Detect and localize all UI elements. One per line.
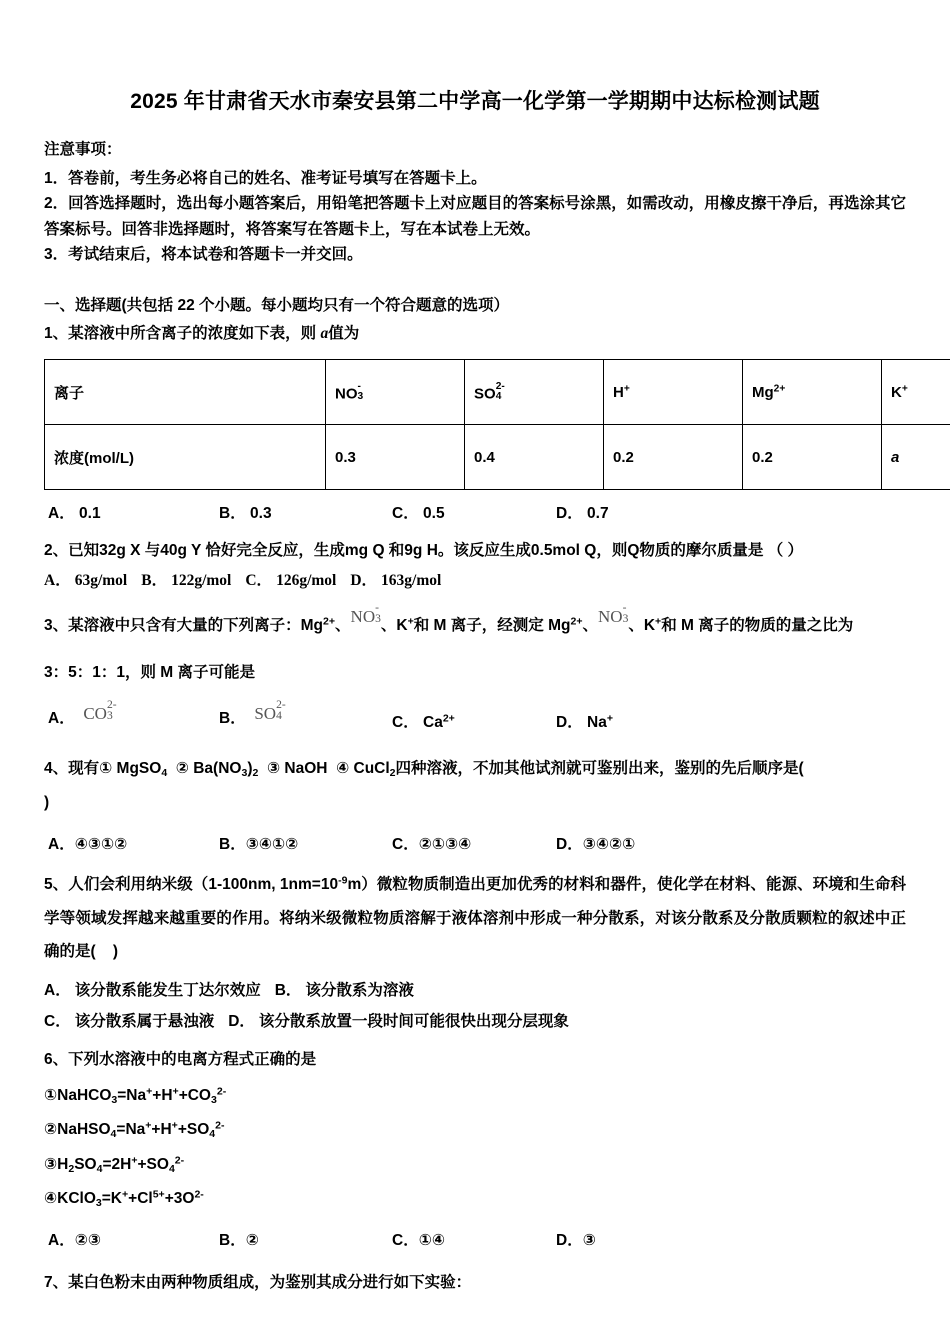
question-7-stem: 7、某白色粉末由两种物质组成，为鉴别其成分进行如下实验：: [44, 1273, 472, 1291]
question-3-ratio: 3：5：1：1，则 M 离子可能是: [44, 663, 256, 681]
table-cell-conc-hydrogen: 0.2: [604, 425, 743, 490]
q5-option-c[interactable]: C． 该分散系属于悬浊液: [44, 1013, 215, 1031]
table-cell-ion-hydrogen: H+: [604, 360, 743, 425]
table-cell-ion-nitrate: NO - 3: [326, 360, 465, 425]
question-2-options: [44, 565, 906, 596]
q3-option-c[interactable]: C． $Ca^{2+}$: [392, 712, 455, 732]
q5-option-a[interactable]: A． 该分散系能发生丁达尔效应: [44, 982, 261, 1000]
q6-option-d[interactable]: D．③: [556, 1231, 596, 1249]
q4-option-d[interactable]: D．③④②①: [556, 835, 636, 853]
table-cell-ion-sulfate: SO 2- 4: [465, 360, 604, 425]
q3-option-b[interactable]: B． SO 2- 4: [219, 698, 286, 728]
question-1-options: [44, 499, 906, 529]
q3-stem-p1: 3、某溶液中只含有大量的下列离子：Mg: [44, 617, 324, 635]
question-4-stem: 4、现有① MgSO$_4$ ② $Ba(NO_3)_2$ ③ NaOH ④ CuCl$_2$四种溶液，不加其他试剂就可鉴别出来，鉴别的先后顺序是( ): [44, 760, 804, 812]
table-cell-ion-magnesium: $Mg^{2+}$: [743, 360, 882, 425]
q1-stem-prefix: 1、某溶液中所含离子的浓度如下表，则: [44, 324, 317, 342]
table-cell-conc-magnesium: 0.2: [743, 425, 882, 490]
table-row-concentrations: [45, 425, 950, 490]
q3-stem-p7: 和 M 离子的物质的量之比为: [661, 617, 854, 635]
q3-option-d[interactable]: D． Na+: [556, 712, 613, 732]
question-6-equation-1: $①NaHCO_3=Na^++H^++CO_3^{2-}$: [44, 1085, 227, 1106]
q3-stem-p3: 、K: [380, 617, 408, 635]
table-cell-conc-potassium: a: [882, 425, 950, 490]
q4-option-a[interactable]: A．④③①②: [48, 835, 128, 853]
q3-ion-nitrate-2: NO - 3: [598, 601, 629, 627]
page-title: 2025 年甘肃省天水市秦安县第二中学高一化学第一学期期中达标检测试题: [130, 90, 820, 113]
question-6-stem: 6、下列水溶液中的电离方程式正确的是: [44, 1051, 317, 1069]
q2-option-b[interactable]: B． 122g/mol: [141, 572, 232, 590]
q2-option-a[interactable]: A． 63g/mol: [44, 572, 128, 590]
q3-stem-p2: 、: [335, 617, 351, 635]
question-5-stem: 5、人们会利用纳米级（1-100nm, $1nm=10^{-9}m$）微粒物质制造出更加优秀的材料和器件，使化学在材料、能源、环境和生命科学等领域发挥越来越重要的作用。将纳米级微粒物质溶解于液体溶剂中形成一种分散系，对该分散系及分散质颗粒的叙述中正确的是( ): [44, 874, 906, 961]
question-6-options: [44, 1226, 906, 1256]
question-6-equation-2: $②NaHSO_4=Na^++H^++SO_4^{2-}$: [44, 1119, 225, 1141]
q6-option-c[interactable]: C．①④: [392, 1231, 445, 1249]
q2-option-d[interactable]: D． 163g/mol: [350, 572, 442, 590]
q1-option-c[interactable]: C． 0.5: [392, 505, 445, 523]
ion-concentration-table: [44, 359, 950, 490]
q4-option-c[interactable]: C．②①③④: [392, 835, 472, 853]
q5-option-b[interactable]: B． 该分散系为溶液: [274, 982, 414, 1000]
q1-option-b[interactable]: B． 0.3: [219, 505, 272, 523]
section-heading-choice: 一、选择题(共包括 22 个小题。每小题均只有一个符合题意的选项）: [44, 296, 510, 314]
q1-option-a[interactable]: A． 0.1: [48, 505, 101, 523]
q3-ion-nitrate-1: NO - 3: [350, 601, 381, 627]
table-header-concentration: 浓度(mol/L): [45, 425, 326, 490]
table-cell-ion-potassium: K+: [882, 360, 950, 425]
q3-stem-p6: 、K: [628, 617, 656, 635]
q3-stem-p4: 和 M 离子，经测定 Mg: [413, 617, 571, 635]
question-1-stem: [44, 321, 906, 348]
question-2-stem: 2、已知32g X 与40g Y 恰好完全反应，生成mg Q 和9g H。该反应生成0.5mol Q，则Q物质的摩尔质量是 （ ）: [44, 542, 804, 560]
q1-stem-suffix: 值为: [328, 324, 360, 342]
notice-heading: 注意事项：: [44, 141, 122, 159]
q2-option-c[interactable]: C． 126g/mol: [245, 572, 337, 590]
notice-line-2: 2．回答选择题时，选出每小题答案后，用铅笔把答题卡上对应题目的答案标号涂黑，如需改动，用橡皮擦干净后，再选涂其它答案标号。回答非选择题时，将答案写在答题卡上，写在本试卷上无效。: [44, 195, 906, 238]
notice-line-1: 1．答卷前，考生务必将自己的姓名、准考证号填写在答题卡上。: [44, 170, 487, 188]
table-header-ion: 离子: [45, 360, 326, 425]
question-5-options-row-1: [44, 975, 906, 1006]
question-4-options: [44, 830, 906, 860]
table-row-ions: [45, 360, 950, 425]
question-5-options-row-2: [44, 1006, 906, 1037]
question-3-options: [44, 698, 906, 744]
notice-line-3: 3．考试结束后，将本试卷和答题卡一并交回。: [44, 245, 363, 263]
q4-option-b[interactable]: B．③④①②: [219, 835, 299, 853]
table-cell-conc-nitrate: 0.3: [326, 425, 465, 490]
table-cell-conc-sulfate: 0.4: [465, 425, 604, 490]
q3-stem-p5: 、: [582, 617, 598, 635]
question-6-equation-3: $③H_2SO_4=2H^++SO_4^{2-}$: [44, 1154, 185, 1175]
q5-option-d[interactable]: D． 该分散系放置一段时间可能很快出现分层现象: [228, 1013, 569, 1031]
q6-option-b[interactable]: B．②: [219, 1231, 259, 1249]
question-3-stem: 3、某溶液中只含有大量的下列离子：$Mg^{2+}$、NO - 3 、K+和 M 离子，经测定 $Mg^{2+}$、NO - 3 、K+和 M 离子的物质的量之比为: [44, 601, 854, 635]
q3-option-a[interactable]: A． CO 2- 3: [48, 698, 117, 728]
q6-option-a[interactable]: A．②③: [48, 1231, 101, 1249]
question-6-equation-4: $④KClO_3=K^++Cl^{5+}+3O^{2-}$: [44, 1188, 204, 1210]
q1-stem-variable: a: [320, 324, 329, 342]
q1-option-d[interactable]: D． 0.7: [556, 505, 609, 523]
